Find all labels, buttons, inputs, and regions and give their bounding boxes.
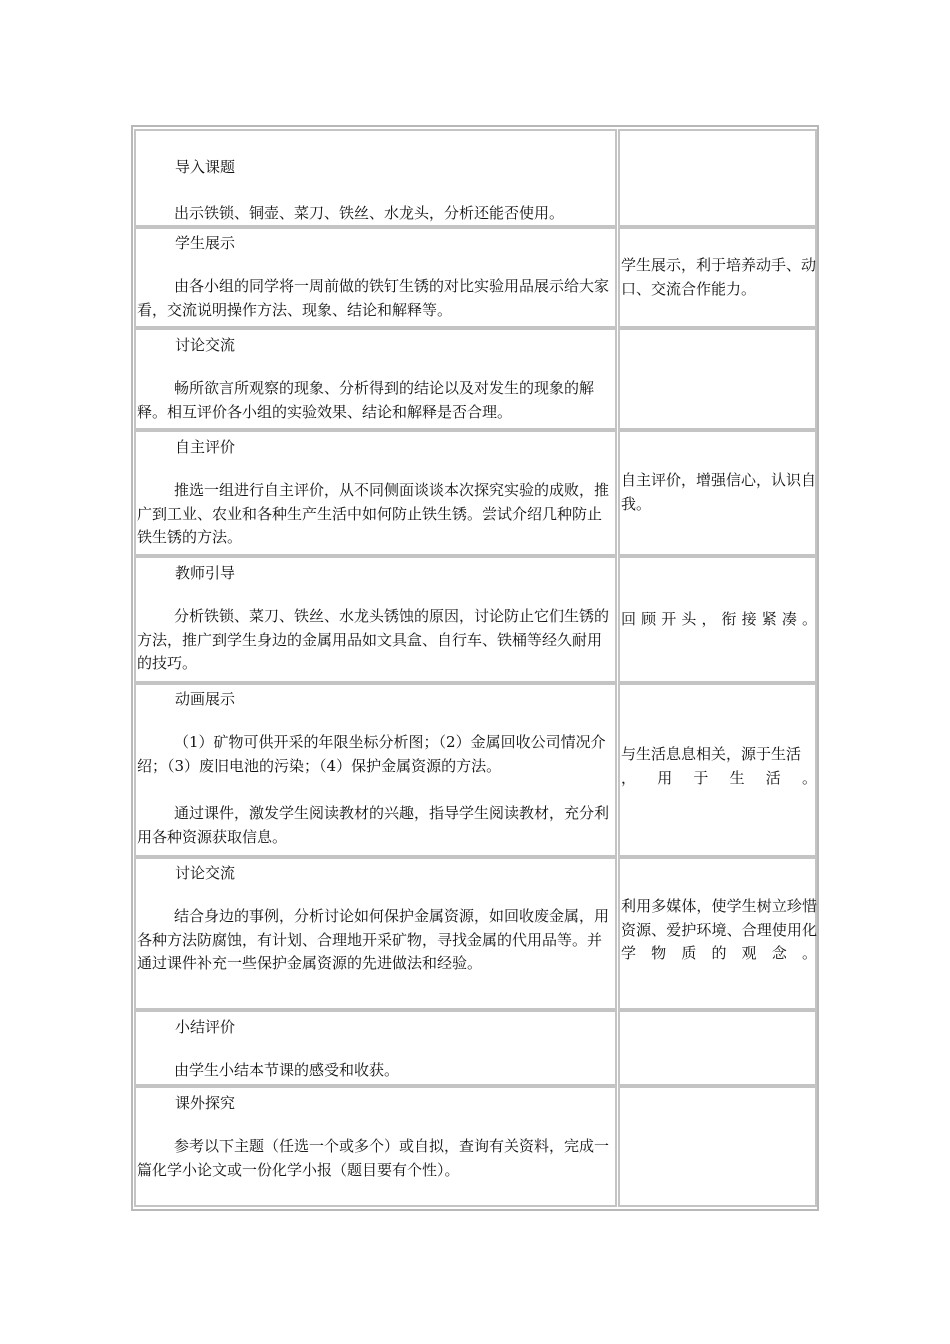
- note-cell: [618, 857, 817, 1010]
- table-row: [133, 683, 817, 857]
- row-heading: 课外探究: [175, 1094, 236, 1112]
- row-note-line: 与生活息息相关，源于生活: [621, 745, 802, 763]
- note-cell: [618, 227, 817, 328]
- lesson-plan-table: [131, 125, 819, 1211]
- row-heading: 学生展示: [175, 234, 236, 252]
- row-note: 自主评价，增强信心，认识自我。: [621, 471, 817, 513]
- row-heading: 动画展示: [175, 690, 236, 708]
- note-cell: [618, 556, 817, 683]
- row-heading: 自主评价: [175, 438, 236, 456]
- note-cell: [618, 1010, 817, 1086]
- activity-cell: [134, 556, 617, 683]
- row-paragraph: 由学生小结本节课的感受和收获。: [174, 1061, 400, 1079]
- row-paragraph: （1）矿物可供开采的年限坐标分析图；（2）金属回收公司情况介绍；（3）废旧电池的污染；（4）保护金属资源的方法。: [137, 733, 606, 775]
- note-cell: [618, 328, 817, 430]
- row-paragraph: 参考以下主题（任选一个或多个）或自拟，查询有关资料，完成一篇化学小论文或一份化学小报（题目要有个性）。: [137, 1137, 610, 1179]
- activity-cell: [134, 857, 617, 1010]
- row-heading: 导入课题: [175, 158, 236, 176]
- row-heading: 小结评价: [175, 1018, 236, 1036]
- activity-cell: [134, 129, 617, 227]
- row-note: [621, 743, 817, 790]
- activity-cell: [134, 1010, 617, 1086]
- activity-cell: [134, 227, 617, 328]
- table-row: [133, 1010, 817, 1086]
- row-note: 回顾开头，衔接紧凑。: [621, 610, 817, 628]
- table-row: [133, 556, 817, 683]
- note-cell: [618, 129, 817, 227]
- row-paragraph: 结合身边的事例，分析讨论如何保护金属资源，如回收废金属，用各种方法防腐蚀，有计划、合理地开采矿物，寻找金属的代用品等。并通过课件补充一些保护金属资源的先进做法和经验。: [137, 907, 610, 972]
- row-paragraph: 畅所欲言所观察的现象、分析得到的结论以及对发生的现象的解释。相互评价各小组的实验效果、结论和解释是否合理。: [137, 379, 595, 421]
- table-row: [133, 328, 817, 430]
- row-paragraph: 由各小组的同学将一周前做的铁钉生锈的对比实验用品展示给大家看，交流说明操作方法、现象、结论和解释等。: [137, 277, 610, 319]
- row-paragraph: 出示铁锁、铜壶、菜刀、铁丝、水龙头，分析还能否使用。: [174, 204, 565, 222]
- row-paragraph: 分析铁锁、菜刀、铁丝、水龙头锈蚀的原因，讨论防止它们生锈的方法，推广到学生身边的金属用品如文具盒、自行车、铁桶等经久耐用的技巧。: [137, 607, 610, 672]
- table-row: [133, 1086, 817, 1207]
- row-heading: 讨论交流: [175, 336, 236, 354]
- row-paragraph: 推选一组进行自主评价，从不同侧面谈谈本次探究实验的成败，推广到工业、农业和各种生产生活中如何防止铁生锈。尝试介绍几种防止铁生锈的方法。: [137, 481, 610, 546]
- row-heading: 讨论交流: [175, 864, 236, 882]
- row-paragraph: 通过课件，激发学生阅读教材的兴趣，指导学生阅读教材，充分利用各种资源获取信息。: [137, 804, 610, 846]
- row-note: 学生展示，利于培养动手、动口、交流合作能力。: [621, 256, 817, 298]
- table-row: [133, 857, 817, 1010]
- activity-cell: [134, 328, 617, 430]
- note-cell: [618, 430, 817, 556]
- note-cell: [618, 1086, 817, 1207]
- activity-cell: [134, 683, 617, 857]
- activity-cell: [134, 1086, 617, 1207]
- row-note-line: ， 用 于 生 活 。: [621, 768, 817, 787]
- row-heading: 教师引导: [175, 564, 236, 582]
- table-row: [133, 129, 817, 227]
- activity-cell: [134, 430, 617, 556]
- table-row: [133, 227, 817, 328]
- table-row: [133, 430, 817, 556]
- note-cell: [618, 683, 817, 857]
- row-note: 利用多媒体，使学生树立珍惜资源、爱护环境、合理使用化学物质的观念。: [621, 897, 817, 962]
